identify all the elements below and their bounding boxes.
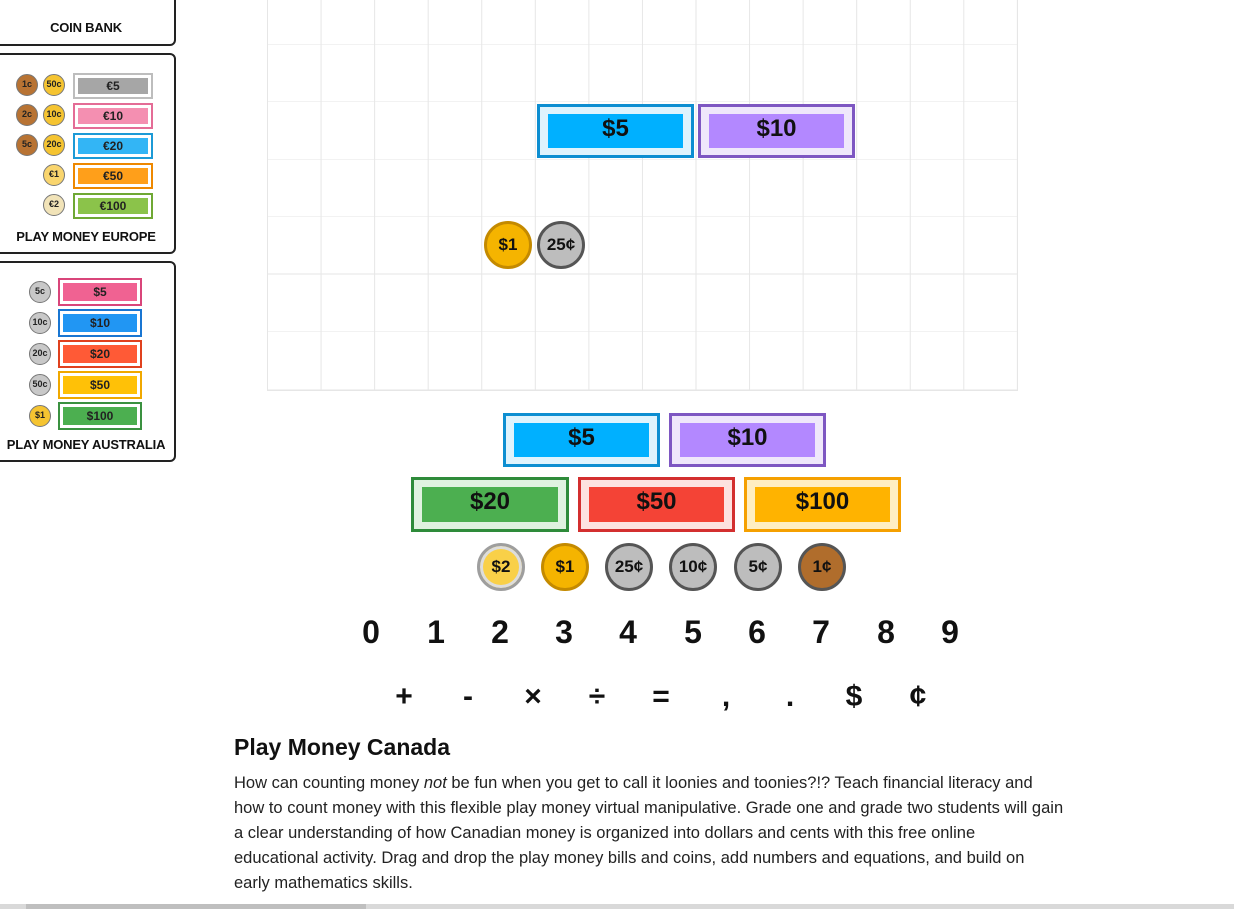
europe-coin-20c[interactable]: 20c (43, 134, 65, 156)
description-part-1: How can counting money (234, 774, 424, 792)
palette-bill-20-label: $20 (469, 488, 511, 515)
europe-coin-1-euro[interactable]: €1 (43, 164, 65, 186)
australia-bill-20[interactable] (58, 340, 142, 368)
europe-bill-10-label: €10 (102, 109, 124, 123)
europe-bill-50-label: €50 (102, 169, 124, 183)
europe-coin-50c[interactable]: 50c (43, 74, 65, 96)
palette-coin-25-cents[interactable]: 25¢ (605, 543, 653, 591)
symbol-period[interactable]: . (785, 680, 795, 713)
australia-coin-1-dollar[interactable]: $1 (29, 405, 51, 427)
europe-coin-2c[interactable]: 2c (16, 104, 38, 126)
symbol-equals[interactable]: = (652, 680, 670, 713)
play-money-europe-card[interactable] (0, 53, 176, 254)
symbol-comma[interactable]: , (721, 680, 731, 713)
europe-coin-10c[interactable]: 10c (43, 104, 65, 126)
europe-bill-100-label: €100 (99, 199, 127, 213)
australia-coin-50c[interactable]: 50c (29, 374, 51, 396)
palette-coin-2-dollar[interactable]: $2 (477, 543, 525, 591)
australia-bill-5[interactable] (58, 278, 142, 306)
europe-bill-5-label: €5 (106, 79, 120, 93)
workspace-bill-10-label: $10 (756, 115, 797, 142)
page-title: Play Money Canada (234, 734, 451, 760)
palette-bill-5[interactable] (503, 413, 660, 467)
australia-bill-100[interactable] (58, 402, 142, 430)
symbol-cent[interactable]: ¢ (909, 680, 927, 713)
number-8[interactable]: 8 (877, 614, 895, 650)
australia-bill-20-label: $20 (89, 347, 111, 361)
workspace-bill-5-label: $5 (602, 115, 629, 142)
number-4[interactable]: 4 (619, 614, 637, 650)
play-money-australia-card[interactable] (0, 261, 176, 462)
number-1[interactable]: 1 (427, 614, 445, 650)
europe-bill-5[interactable] (73, 73, 153, 99)
europe-coin-1c[interactable]: 1c (16, 74, 38, 96)
australia-bill-10-label: $10 (89, 316, 111, 330)
symbol-dollar[interactable]: $ (845, 680, 863, 713)
europe-coin-2-euro[interactable]: €2 (43, 194, 65, 216)
australia-bill-5-label: $5 (93, 285, 107, 299)
symbol-divide[interactable]: ÷ (588, 680, 606, 713)
symbol-minus[interactable]: - (463, 680, 473, 713)
europe-bill-20-label: €20 (102, 139, 124, 153)
number-9[interactable]: 9 (941, 614, 959, 650)
number-0[interactable]: 0 (362, 614, 380, 650)
workspace-grid[interactable] (267, 0, 1018, 391)
palette-bill-10-label: $10 (727, 424, 768, 451)
palette-bill-100[interactable] (744, 477, 901, 532)
palette-bill-10[interactable] (669, 413, 826, 467)
australia-title: PLAY MONEY AUSTRALIA (6, 437, 166, 452)
number-2[interactable]: 2 (491, 614, 509, 650)
palette-coin-1-cent[interactable]: 1¢ (798, 543, 846, 591)
australia-coin-10c[interactable]: 10c (29, 312, 51, 334)
scrollbar-thumb[interactable] (26, 904, 366, 909)
coin-bank-card[interactable] (0, 0, 176, 46)
palette-bill-5-label: $5 (568, 424, 595, 451)
europe-bill-20[interactable] (73, 133, 153, 159)
description-part-2: be fun when you get to call it loonies and toonies?!? Teach financial literacy and how to count money with this flexible play money virtual manipulative. Grade one and grade two students will gain a clear understanding of how Canadian money is organized into dollars and cents with this free online educational activity. Drag and drop the play money bills and coins, add numbers and equations, and build on early mathematics skills. (234, 774, 1064, 892)
number-5[interactable]: 5 (684, 614, 702, 650)
australia-bill-100-label: $100 (86, 409, 114, 423)
symbol-multiply[interactable]: × (524, 680, 542, 713)
europe-bill-100[interactable] (73, 193, 153, 219)
australia-coin-5c[interactable]: 5c (29, 281, 51, 303)
australia-coin-20c[interactable]: 20c (29, 343, 51, 365)
europe-bill-50[interactable] (73, 163, 153, 189)
workspace-coin-1-dollar[interactable]: $1 (484, 221, 532, 269)
palette-coin-10-cents[interactable]: 10¢ (669, 543, 717, 591)
coin-bank-label: COIN BANK (50, 20, 122, 35)
palette-bill-20[interactable] (411, 477, 569, 532)
australia-bill-50[interactable] (58, 371, 142, 399)
palette-coin-1-dollar[interactable]: $1 (541, 543, 589, 591)
europe-title: PLAY MONEY EUROPE (16, 229, 156, 244)
workspace-bill-10[interactable] (698, 104, 855, 158)
number-7[interactable]: 7 (812, 614, 830, 650)
symbol-plus[interactable]: + (395, 680, 413, 713)
number-3[interactable]: 3 (555, 614, 573, 650)
palette-bill-100-label: $100 (795, 488, 850, 515)
australia-bill-50-label: $50 (89, 378, 111, 392)
palette-bill-50[interactable] (578, 477, 735, 532)
number-6[interactable]: 6 (748, 614, 766, 650)
description-text (234, 771, 1064, 896)
australia-bill-10[interactable] (58, 309, 142, 337)
europe-bill-10[interactable] (73, 103, 153, 129)
description-emphasis: not (423, 774, 447, 792)
palette-bill-50-label: $50 (636, 488, 677, 515)
workspace-bill-5[interactable] (537, 104, 694, 158)
europe-coin-5c[interactable]: 5c (16, 134, 38, 156)
palette-coin-5-cents[interactable]: 5¢ (734, 543, 782, 591)
workspace-coin-25-cents[interactable]: 25¢ (537, 221, 585, 269)
